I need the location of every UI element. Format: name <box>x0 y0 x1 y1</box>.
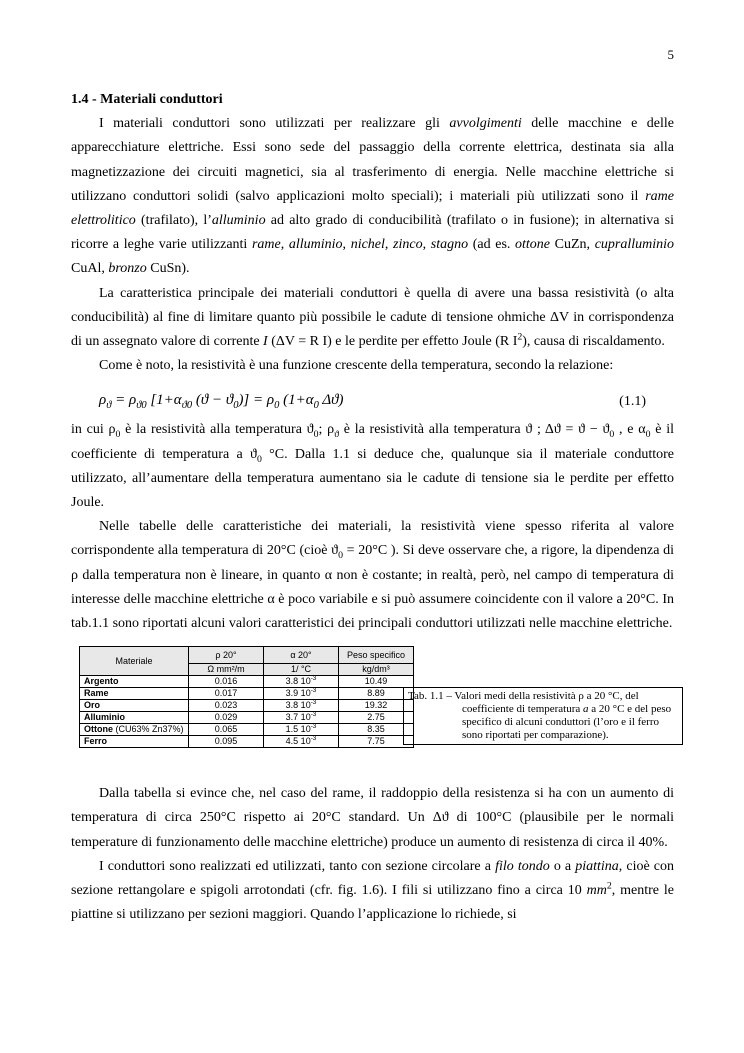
header-alpha-unit: 1/ °C <box>264 664 339 676</box>
header-rho: ρ 20° <box>189 647 264 664</box>
table-row: Ferro 0.095 4.5 $10^{-3}$ 7.75 <box>80 736 414 748</box>
equation-formula: $\rho_ϑ = \rho_{ϑ0}$ [$1+\alpha_{ϑ0}$ $(ϑ - ϑ_0)] = \rho_0$ ($1+\alpha_0$ Δϑ) <box>99 392 344 412</box>
table-area <box>71 646 674 776</box>
table-row: Argento 0.016 3.8 $10^{-3}$ 10.49 <box>80 676 414 688</box>
table-row: Alluminio 0.029 3.7 $10^{-3}$ 2.75 <box>80 712 414 724</box>
header-rho-unit: Ω mm²/m <box>189 664 264 676</box>
paragraph-relation: Come è noto, la resistività è una funzione crescente della temperatura, secondo la relazione: <box>99 358 614 374</box>
paragraph-intro: I materiali conduttori sono utilizzati per realizzare gli avvolgimenti delle macchine e delle apparecchiature elettriche. Essi sono sede del passaggio della corrente elettrica, destinata sia alla magnetizzazione dei circuiti magnetici, sia al trasferimento di energia. Nelle macchine elettriche si utilizzano conduttori solidi (salvo applicazioni molto speciali); i materiali più utilizzati sono il rame elettrolitico (trafilato), l’alluminio ad alto grado di conducibilità (trafilato o in fusione); in alternativa si ricorre a leghe varie utilizzanti rame, alluminio, nichel, zinco, stagno (ad es. ottone CuZn, cupralluminio CuAl, bronzo CuSn). <box>71 116 675 277</box>
section-title: 1.4 - Materiali conduttori <box>71 92 223 107</box>
table-caption: Tab. 1.1 – Valori medi della resistività ρ a 20 °C, del coefficiente di temperatura a a 20 °C e del peso specifico di alcuni conduttori (l’oro e il ferro sono riportati per comparazione). <box>403 687 683 745</box>
paragraph-copper: Dalla tabella si evince che, nel caso del rame, il raddoppio della resistenza si ha con un aumento di temperatura di circa 250°C rispetto ai 20°C standard. Un Δϑ di 100°C (plausibile per le normali temperature di funzionamento delle macchine elettriche) produce un aumento di resistenza di circa il 40%. <box>71 786 674 850</box>
materials-table <box>79 646 414 748</box>
paragraph-definitions: in cui $\rho_0$ è la resistività alla temperatura $ϑ_0$; $\rho_ϑ$ è la resistività alla temperatura ϑ ; $\Delta ϑ = ϑ - ϑ_0$ , e $\alpha_0$ è il coefficiente di temperatura a $ϑ_0$ °C. Dalla 1.1 si deduce che, qualunque sia il materiale conduttore utilizzato, all’aumentare della temperatura aumentano sia le cadute di tensione sia le perdite per effetto Joule. <box>71 422 674 511</box>
equation-number: (1.1) <box>619 394 646 410</box>
header-weight-unit: kg/dm³ <box>339 664 414 676</box>
header-alpha: α 20° <box>264 647 339 664</box>
header-weight: Peso specifico <box>339 647 414 664</box>
paragraph-tables: Nelle tabelle delle caratteristiche dei materiali, la resistività viene spesso riferita al valore corrispondente alla temperatura di 20°C (cioè $ϑ_0 = 20^\circ C$ ). Si deve osservare che, a rigore, la dipendenza di ρ dalla temperatura non è lineare, in quanto α non è costante; in realtà, però, nel campo di temperatura di interesse delle macchine elettriche α è poco variabile e si può assumere coincidente con il valore a 20°C. In tab.1.1 sono riportati alcuni valori caratteristici dei principali conduttori utilizzati nelle macchine elettriche. <box>71 519 674 632</box>
header-material: Materiale <box>80 647 189 676</box>
equation-1-1 <box>71 382 674 416</box>
table-row: Rame 0.017 3.9 $10^{-3}$ 8.89 <box>80 688 414 700</box>
paragraph-resistivity: La caratteristica principale dei materiali conduttori è quella di avere una bassa resistività (o alta conducibilità) al fine di limitare quanto più possibile le cadute di tensione ohmiche ΔV in corrispondenza di un assegnato valore di corrente I (ΔV = R I) e le perdite per effetto Joule (R $I^2$), causa di riscaldamento. <box>71 285 674 350</box>
table-row: Ottone (CU63% Zn37%) 0.065 1.5 $10^{-3}$ 8.35 <box>80 724 414 736</box>
page-number: 5 <box>667 47 674 62</box>
page-content <box>71 88 674 927</box>
table-row: Oro 0.023 3.8 $10^{-3}$ 19.32 <box>80 700 414 712</box>
paragraph-conductors: I conduttori sono realizzati ed utilizzati, tanto con sezione circolare a filo tondo o a piattina, cioè con sezione rettangolare e spigoli arrotondati (cfr. fig. 1.6). I fili si utilizzano fino a circa 10 $mm^2$, mentre le piattine si utilizzano per sezioni maggiori. Quando l’applicazione lo richiede, si <box>71 858 675 923</box>
